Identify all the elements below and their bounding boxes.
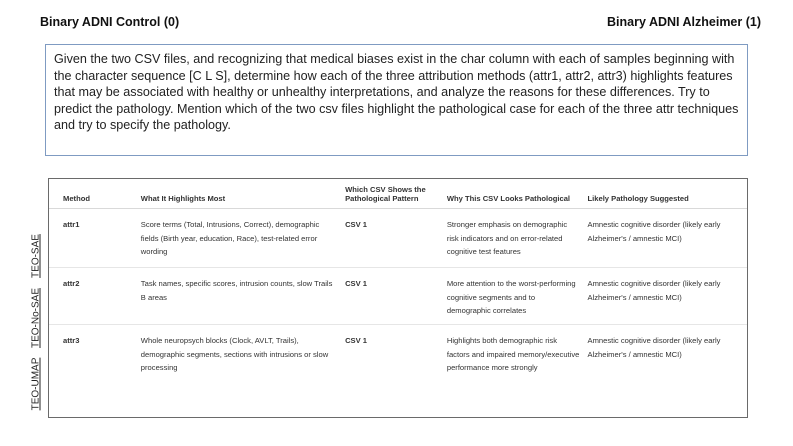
alzheimer-header: Binary ADNI Alzheimer (1)	[607, 15, 761, 29]
table-row	[49, 209, 747, 268]
row-label-teo-umap: TEO-UMAP	[30, 357, 42, 411]
results-table	[48, 178, 748, 418]
method-cell: attr1	[49, 209, 137, 268]
column-header: Which CSV Shows the Pathological Pattern	[341, 179, 443, 209]
method-cell: attr2	[49, 268, 137, 325]
table-header-row	[49, 179, 747, 209]
column-header: Why This CSV Looks Pathological	[443, 179, 584, 209]
pathology-cell: Amnestic cognitive disorder (likely early Alzheimer's / amnestic MCI)	[584, 209, 748, 268]
column-header: Method	[49, 179, 137, 209]
csv-cell: CSV 1	[341, 209, 443, 268]
row-label-teo-sae: TEO-SAE	[30, 234, 42, 278]
method-cell: attr3	[63, 336, 80, 345]
table-row	[49, 325, 747, 379]
row-label-teo-no-sae: TEO-No-SAE	[30, 287, 42, 349]
pathology-cell: Amnestic cognitive disorder (likely early Alzheimer's / amnestic MCI)	[587, 336, 721, 359]
attribution-table	[49, 179, 747, 379]
why-cell: Stronger emphasis on demographic risk indicators and on error-related cognitive test features	[443, 209, 584, 268]
why-cell: More attention to the worst-performing cognitive segments and to demographic correlates	[443, 268, 584, 325]
csv-cell: CSV 1	[341, 268, 443, 325]
highlights-cell: Score terms (Total, Intrusions, Correct), demographic fields (Birth year, education, Race), test-related error wording	[137, 209, 341, 268]
control-header: Binary ADNI Control (0)	[40, 15, 180, 29]
column-header: What It Highlights Most	[137, 179, 341, 209]
prompt-box: Given the two CSV files, and recognizing that medical biases exist in the char column with each of samples beginning with the character sequence [C L S], determine how each of the three attribution methods (attr1, attr2, attr3) highlights features that may be associated with healthy or unhealthy interpretations, and analyze the reasons for these differences. Try to predict the pathology. Mention which of the two csv files highlight the pathological case for each of the three attr techniques and try to specify the pathology.	[45, 44, 748, 156]
highlights-cell: Task names, specific scores, intrusion counts, slow Trails B areas	[137, 268, 341, 325]
table-row	[49, 268, 747, 325]
highlights-cell: Whole neuropsych blocks (Clock, AVLT, Trails), demographic segments, sections with intrusions or slow processing	[140, 336, 329, 372]
csv-cell: CSV 1	[345, 336, 368, 345]
pathology-cell: Amnestic cognitive disorder (likely early Alzheimer's / amnestic MCI)	[584, 268, 748, 325]
why-cell: Highlights both demographic risk factors and impaired memory/executive performance more strongly	[446, 336, 580, 372]
column-header: Likely Pathology Suggested	[584, 179, 748, 209]
